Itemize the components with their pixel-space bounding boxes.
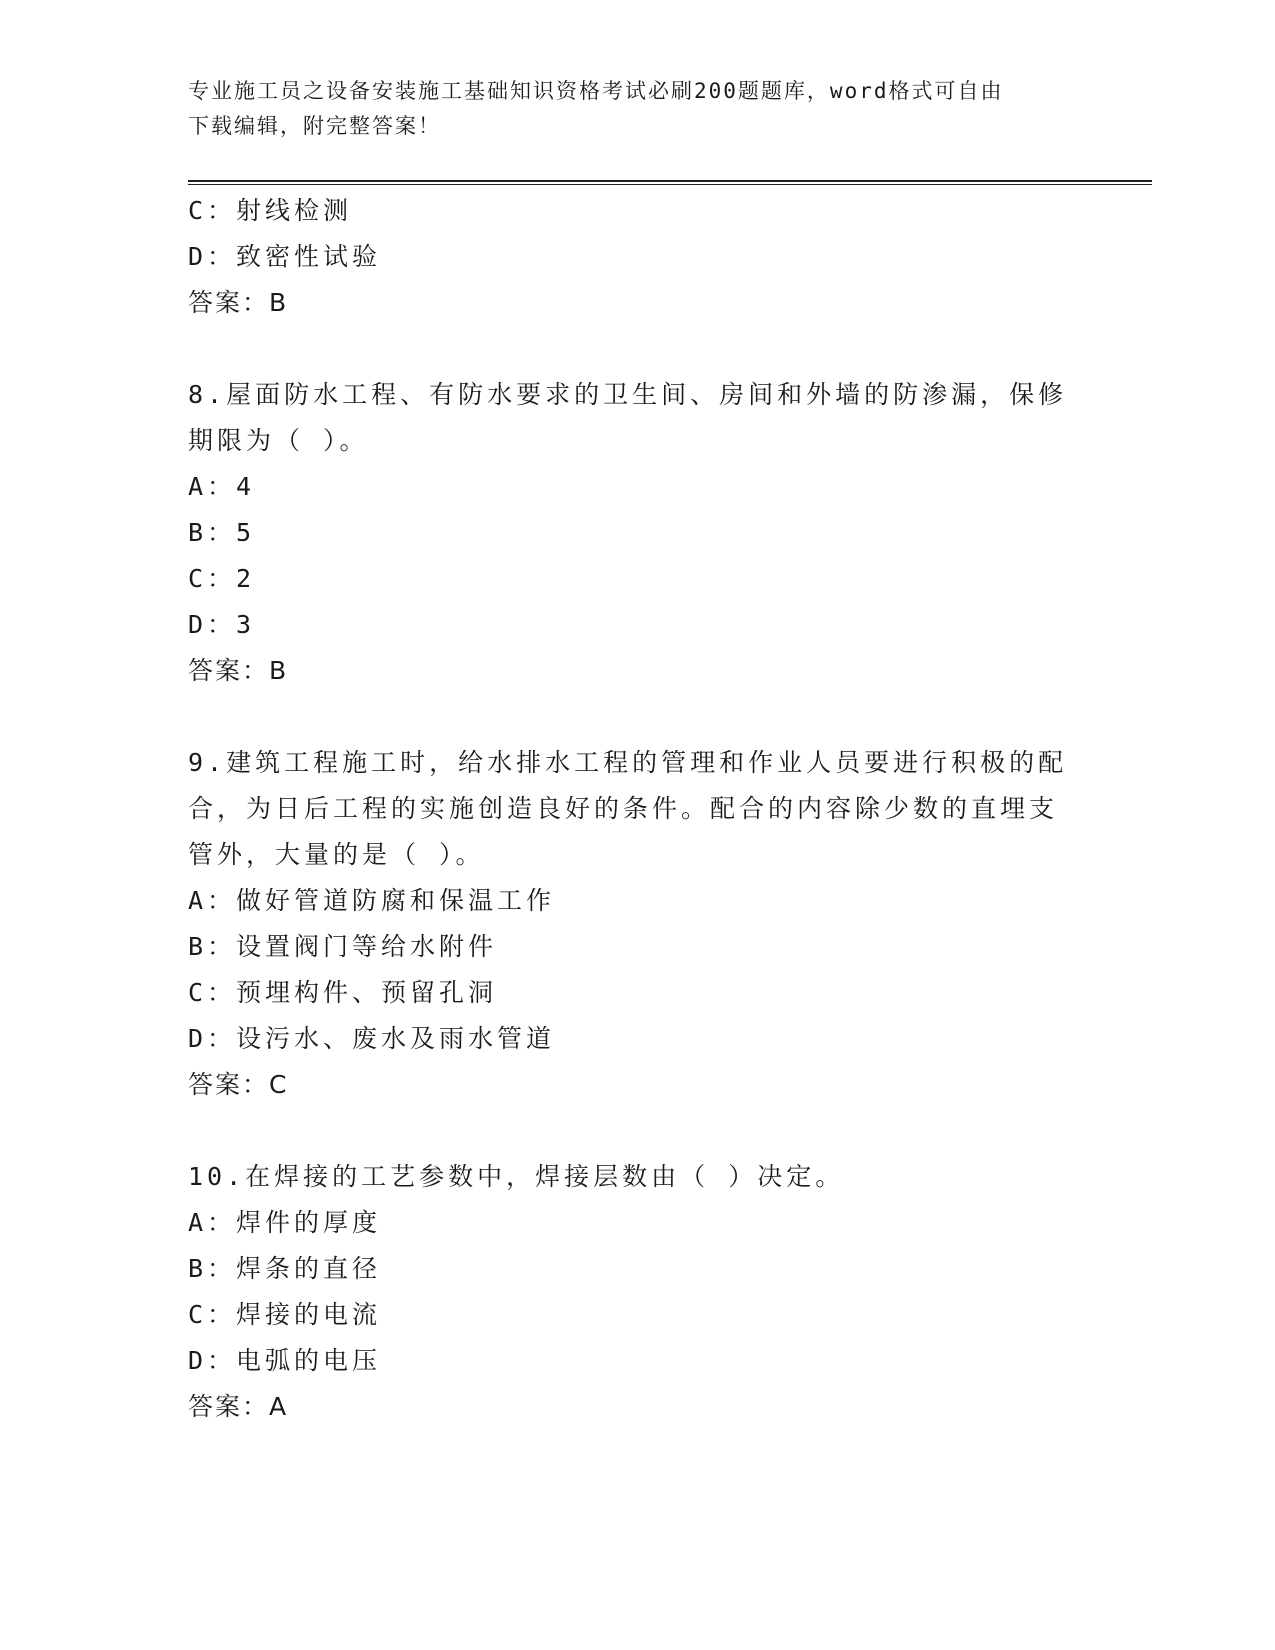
answer-line: 答案：C xyxy=(188,1070,289,1099)
option-a: A：4 xyxy=(188,472,256,501)
option-c: C：2 xyxy=(188,564,256,593)
option-b: B：5 xyxy=(188,518,256,547)
question-text-line: 8.屋面防水工程、有防水要求的卫生间、房间和外墙的防渗漏，保修 xyxy=(188,380,1068,409)
header-line-2: 下载编辑，附完整答案！ xyxy=(188,114,441,138)
question-9 xyxy=(188,740,1068,1108)
option-d: D：设污水、废水及雨水管道 xyxy=(188,1024,556,1053)
document-header xyxy=(188,74,1088,144)
answer-line: 答案：A xyxy=(188,1392,289,1421)
answer-line: 答案：B xyxy=(188,656,289,685)
option-b: B：焊条的直径 xyxy=(188,1254,382,1283)
spacer xyxy=(188,1108,1068,1154)
header-rule-thick xyxy=(188,180,1152,182)
question-text-line: 期限为（ ）。 xyxy=(188,426,369,455)
header-line-1: 专业施工员之设备安装施工基础知识资格考试必刷200题题库，word格式可自由 xyxy=(188,79,1004,103)
header-rule-thin xyxy=(188,184,1152,185)
option-d: D：3 xyxy=(188,610,256,639)
question-list xyxy=(188,188,1068,1430)
spacer xyxy=(188,326,1068,372)
spacer xyxy=(188,694,1068,740)
question-text-line: 管外，大量的是（ ）。 xyxy=(188,840,485,869)
question-7-continued xyxy=(188,188,1068,326)
option-b: B：设置阀门等给水附件 xyxy=(188,932,498,961)
option-c: C：射线检测 xyxy=(188,196,353,225)
question-text-line: 10.在焊接的工艺参数中，焊接层数由（ ）决定。 xyxy=(188,1162,845,1191)
option-d: D：致密性试验 xyxy=(188,242,382,271)
option-a: A：做好管道防腐和保温工作 xyxy=(188,886,556,915)
question-10 xyxy=(188,1154,1068,1430)
answer-line: 答案：B xyxy=(188,288,289,317)
question-text-line: 合，为日后工程的实施创造良好的条件。配合的内容除少数的直埋支 xyxy=(188,794,1059,823)
option-c: C：预埋构件、预留孔洞 xyxy=(188,978,498,1007)
question-text-line: 9.建筑工程施工时，给水排水工程的管理和作业人员要进行积极的配 xyxy=(188,748,1068,777)
option-c: C：焊接的电流 xyxy=(188,1300,382,1329)
option-a: A：焊件的厚度 xyxy=(188,1208,382,1237)
option-d: D：电弧的电压 xyxy=(188,1346,382,1375)
question-8 xyxy=(188,372,1068,694)
